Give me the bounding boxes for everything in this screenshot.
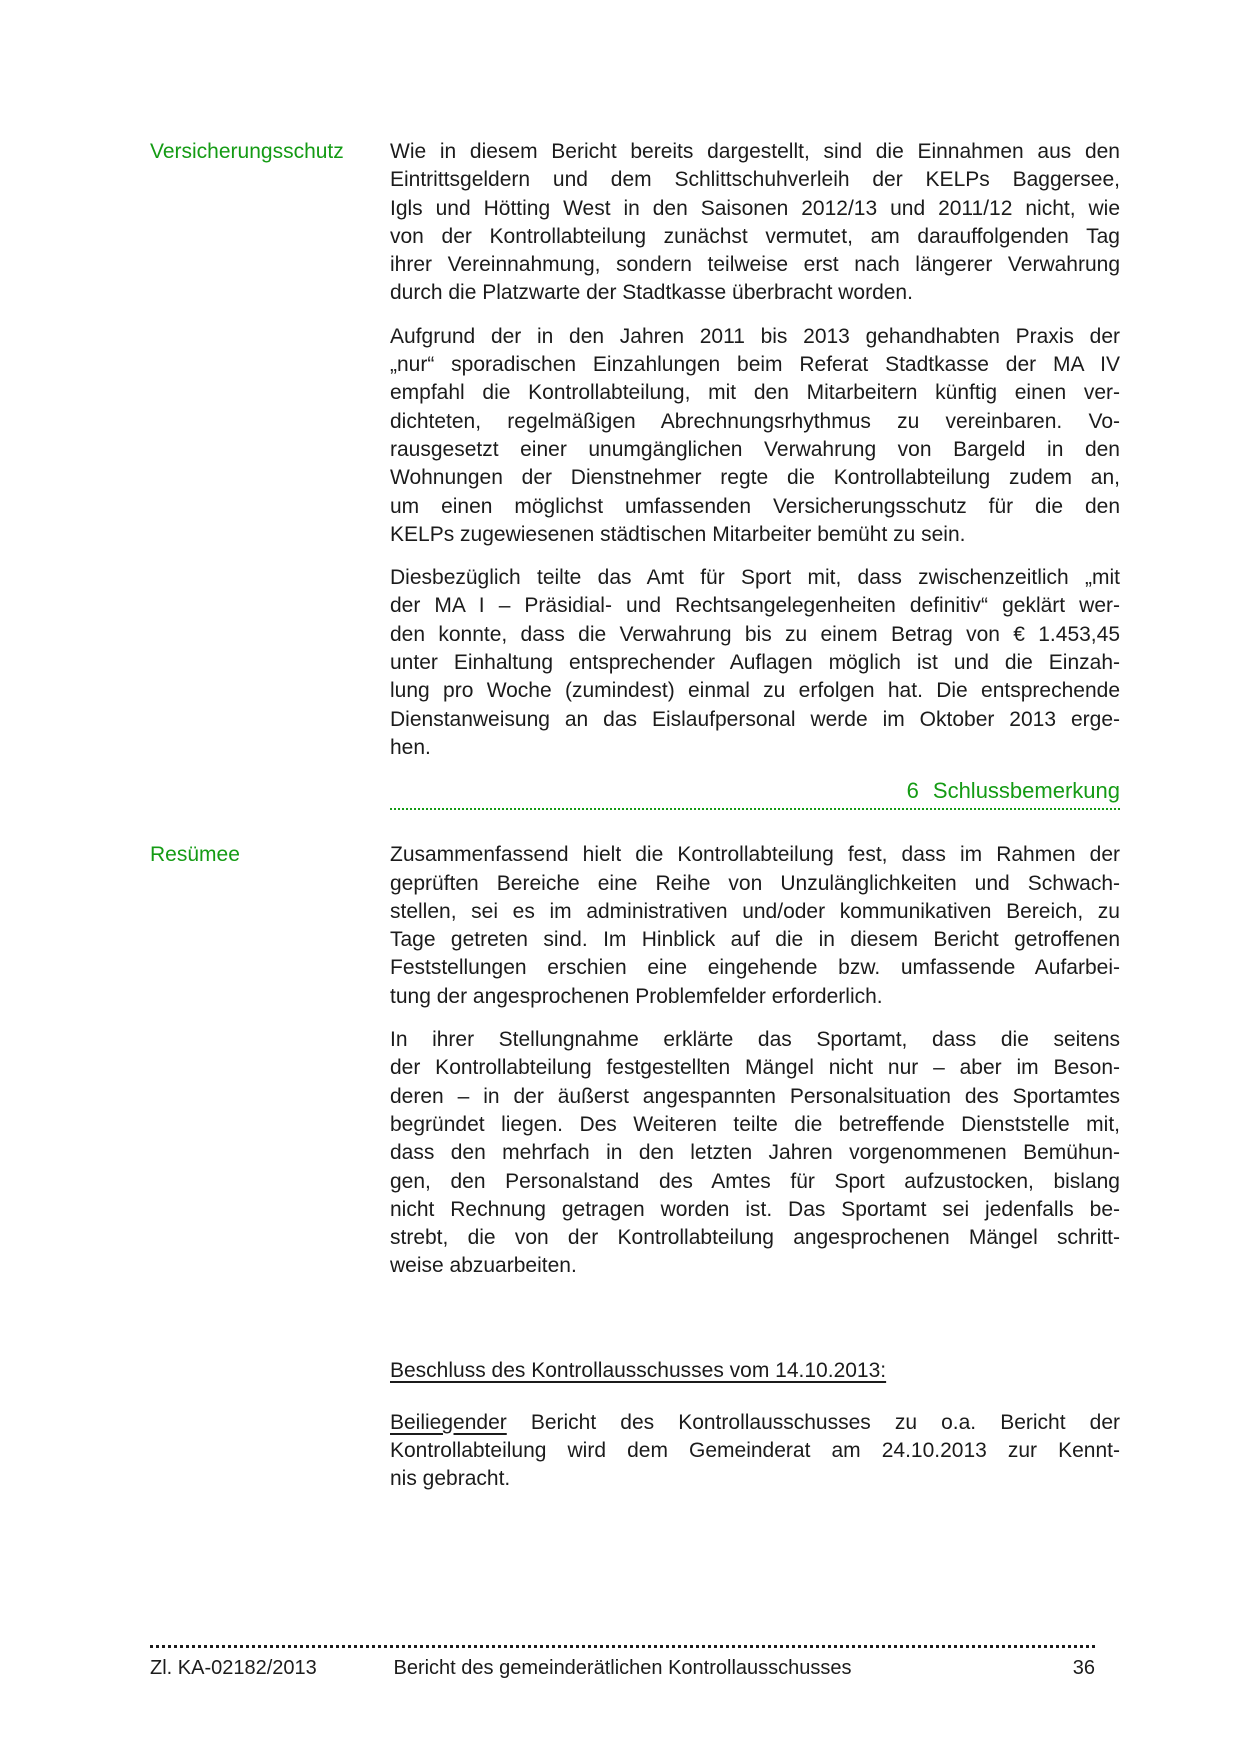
text-line: tung der angesprochenen Problemfelder erforderlich. [390,984,883,1008]
paragraph-abrechnungsrhythmus [390,323,1120,549]
text-line: Zusammenfassend hielt die Kontrollabteilung fest, dass im Rahmen der [390,843,1120,867]
text-line: stellen, sei es im administrativen und/oder kommunikativen Bereich, zu [390,899,1120,923]
text-line: der MA I – Präsidial- und Rechtsangelegenheiten definitiv“ geklärt wer- [390,594,1120,618]
text-line: KELPs zugewiesenen städtischen Mitarbeiter bemüht zu sein. [390,522,966,546]
margin-label-column [150,138,390,166]
beschluss-heading: Beschluss des Kontrollausschusses vom 14.10.2013: [390,1358,887,1382]
text-line: gen, den Personalstand des Amtes für Sport aufzustocken, bislang [390,1169,1120,1193]
underlined-word-beiliegender: Beiliegender [390,1410,507,1434]
footer-reference: Zl. KA-02182/2013 [150,1657,317,1679]
text-line: empfahl die Kontrollabteilung, mit den Mitarbeitern künftig einen ver- [390,381,1120,405]
text-line: Feststellungen erschien eine eingehende bzw. umfassende Aufarbei- [390,956,1120,980]
text-line: „nur“ sporadischen Einzahlungen beim Referat Stadtkasse der MA IV [390,353,1120,377]
footer-document-title: Bericht des gemeinderätlichen Kontrollausschusses [393,1657,852,1679]
text-line: dichteten, regelmäßigen Abrechnungsrhythmus zu vereinbaren. Vo- [390,409,1120,433]
footer-page-number: 36 [1072,1657,1095,1679]
text-line: begründet liegen. Des Weiteren teilte die betreffende Dienststelle mit, [390,1112,1120,1136]
paragraph-beschluss-body [390,1409,1120,1494]
paragraph-zusammenfassung [390,841,1120,1011]
text-line [390,1409,1120,1437]
text-line: hen. [390,735,431,759]
text-line: geprüften Bereiche eine Reihe von Unzulänglichkeiten und Schwach- [390,871,1120,895]
text-line: weise abzuarbeiten. [390,1254,577,1278]
text-line: nis gebracht. [390,1467,511,1491]
paragraph-verwahrung-betrag [390,564,1120,762]
section-resumee [150,841,1130,1508]
text-line: nicht Rechnung getragen worden ist. Das Sportamt sei jedenfalls be- [390,1197,1120,1221]
text-line: der Kontrollabteilung festgestellten Mängel nicht nur – aber im Beson- [390,1056,1120,1080]
text-line: Dienstanweisung an das Eislaufpersonal werde im Oktober 2013 erge- [390,707,1120,731]
text-line: dass den mehrfach in den letzten Jahren vorgenommenen Bemühun- [390,1141,1120,1165]
text-line: durch die Platzwarte der Stadtkasse überbracht worden. [390,281,913,305]
section-title: Schlussbemerkung [932,778,1120,804]
text-line: deren – in der äußerst angespannten Personalsituation des Sportamtes [390,1084,1120,1108]
paragraph-stellungnahme-sportamt [390,1026,1120,1281]
text-line: In ihrer Stellungnahme erklärte das Sportamt, dass die seitens [390,1028,1120,1052]
body-text-column [390,841,1120,1508]
margin-label-column [150,841,390,869]
text-line: lung pro Woche (zumindest) einmal zu erfolgen hat. Die entsprechende [390,679,1120,703]
section-versicherungsschutz [150,138,1130,841]
section-heading-schlussbemerkung [390,777,1120,810]
text-line-rest: Bericht des Kontrollausschusses zu o.a. Bericht der [506,1410,1120,1434]
text-line: Wohnungen der Dienstnehmer regte die Kontrollabteilung zudem an, [390,466,1120,490]
text-line: Igls und Hötting West in den Saisonen 2012/13 und 2011/12 nicht, wie [390,196,1120,220]
text-line: um einen möglichst umfassenden Versicherungsschutz für die den [390,494,1120,518]
text-line: Wie in diesem Bericht bereits dargestellt, sind die Einnahmen aus den [390,140,1120,163]
section-number: 6 [906,778,919,804]
text-line: Aufgrund der in den Jahren 2011 bis 2013 gehandhabten Praxis der [390,324,1120,348]
text-line: Eintrittsgeldern und dem Schlittschuhverleih der KELPs Baggersee, [390,168,1120,192]
footer-row [150,1655,1095,1681]
text-line: ihrer Vereinnahmung, sondern teilweise erst nach längerer Verwahrung [390,253,1120,277]
text-line: Tage getreten sind. Im Hinblick auf die in diesem Bericht getroffenen [390,928,1120,952]
margin-label-resumee: Resümee [150,843,240,867]
text-line: unter Einhaltung entsprechender Auflagen möglich ist und die Einzah- [390,651,1120,675]
paragraph-einnahmen [390,138,1120,308]
text-line: von der Kontrollabteilung zunächst vermutet, am darauffolgenden Tag [390,224,1120,248]
text-line: Kontrollabteilung wird dem Gemeinderat am 24.10.2013 zur Kennt- [390,1438,1120,1462]
text-line: Diesbezüglich teilte das Amt für Sport mit, dass zwischenzeitlich „mit [390,566,1120,590]
text-line: rausgesetzt einer unumgänglichen Verwahrung von Bargeld in den [390,437,1120,461]
page-footer [150,1645,1095,1681]
body-text-column [390,138,1120,841]
margin-label-versicherungsschutz: Versicherungsschutz [150,140,344,163]
text-line: strebt, die von der Kontrollabteilung angesprochenen Mängel schritt- [390,1226,1120,1250]
text-line: den konnte, dass die Verwahrung bis zu einem Betrag von € 1.453,45 [390,622,1120,646]
